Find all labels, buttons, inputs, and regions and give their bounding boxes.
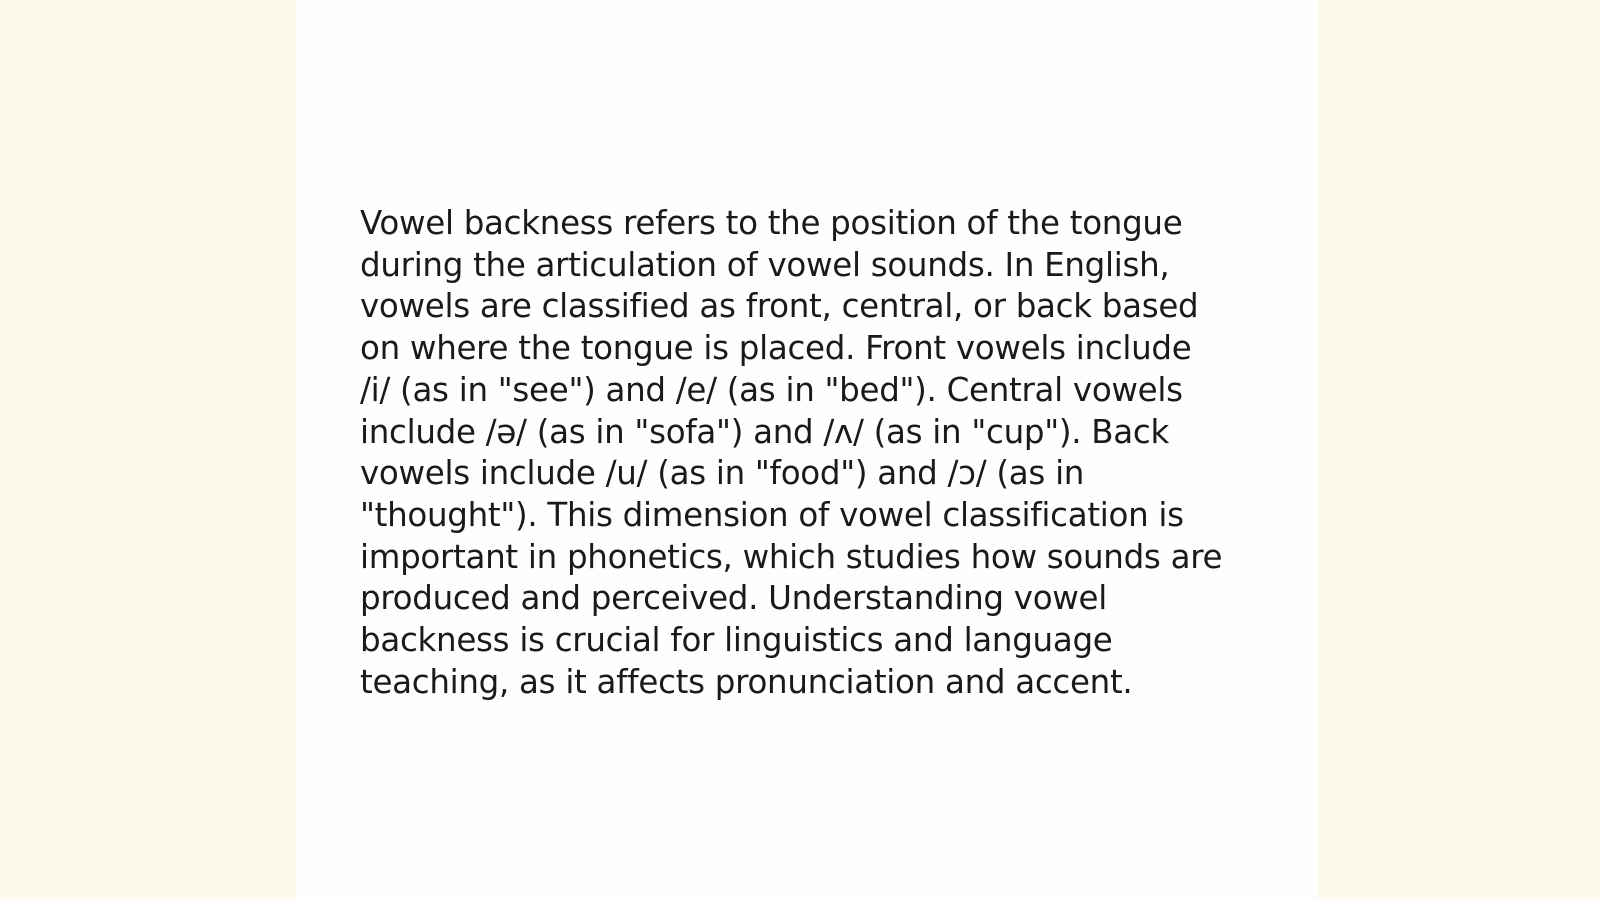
body-paragraph: Vowel backness refers to the position of the tongue during the articulation of vowel sounds. In English, vowels are classified as front, central, or back based on where the tongue is placed. Front vowels include /i/ (as in "see") and /e/ (as in "bed"). Central vowels include /ə/ (as in "sofa") and /ʌ/ (as in "cup"). Back vowels include /u/ (as in "food") and /ɔ/ (as in "thought"). This dimension of vowel classification is important in phonetics, which studies how sounds are produced and perceived. Understanding vowel backness is crucial for linguistics and language teaching, as it affects pronunciation and accent.: [360, 204, 1223, 701]
document-page: [296, 0, 1318, 900]
